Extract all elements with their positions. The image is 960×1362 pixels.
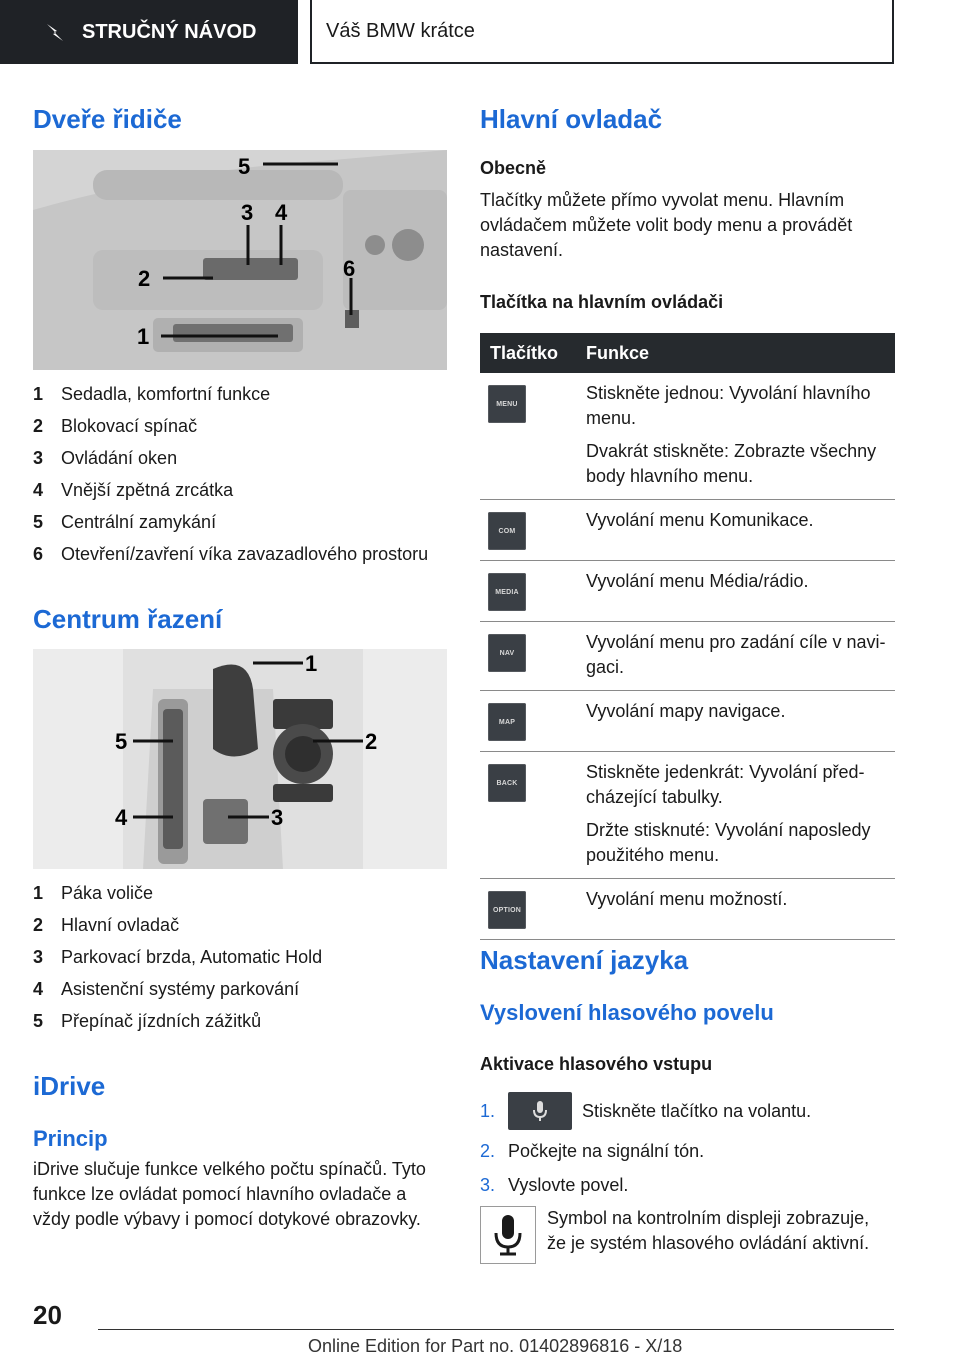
page-number: 20 [33, 1300, 62, 1330]
item-label: Blokovací spínač [61, 416, 198, 436]
item-number: 1 [33, 883, 44, 903]
door-callout-1: 1 [137, 324, 150, 349]
list-item [480, 1134, 900, 1168]
list-item [33, 973, 453, 1005]
header-tab [0, 0, 298, 64]
table-row [480, 879, 895, 940]
list-item [33, 1005, 453, 1037]
console-callout-1: 1 [305, 651, 318, 676]
function-text: Stiskněte jedenkrát: Vyvolání předcházející tabulky. [586, 762, 865, 807]
buttons-table [480, 333, 895, 940]
general-text: Tlačítky můžete přímo vyvolat menu. Hlavním ovládačem můžete volit body menu a provádět nastavení. [480, 190, 853, 260]
step-number: 1. [480, 1100, 496, 1121]
list-item [480, 1168, 900, 1202]
door-callout-3: 3 [241, 200, 254, 225]
step-number: 2. [480, 1140, 496, 1161]
console-callout-5: 5 [115, 729, 128, 754]
door-illustration [33, 150, 447, 370]
door-heading: Dveře řidiče [33, 104, 182, 134]
microphone-icon [480, 1206, 536, 1264]
list-item [33, 877, 453, 909]
table-row [480, 373, 895, 500]
language-heading: Nastavení jazyka [480, 945, 689, 975]
item-label: Ovládání oken [61, 448, 178, 468]
com-button-icon: COM [488, 512, 526, 550]
function-text: Vyvolání mapy navigace. [586, 701, 786, 721]
door-callout-4: 4 [275, 200, 288, 225]
nav-button-icon: NAV [488, 634, 526, 672]
map-button-icon: MAP [488, 703, 526, 741]
function-text: Vyvolání menu Média/rádio. [586, 571, 809, 591]
media-button-icon: MEDIA [488, 573, 526, 611]
door-callout-5: 5 [238, 154, 251, 179]
controller-heading: Hlavní ovladač [480, 104, 663, 134]
item-label: Sedadla, komfortní funkce [61, 384, 271, 404]
table-row [480, 691, 895, 752]
table-row [480, 500, 895, 561]
item-label: Centrální zamykání [61, 512, 217, 532]
item-number: 1 [33, 384, 44, 404]
option-button-icon: OPTION [488, 891, 526, 929]
console-heading: Centrum řazení [33, 604, 223, 634]
item-label: Přepínač jízdních zážitků [61, 1011, 262, 1031]
list-item [33, 410, 453, 442]
console-photo [33, 649, 447, 869]
console-legend [33, 877, 453, 1037]
voice-steps [480, 1088, 900, 1202]
buttons-title: Tlačítka na hlavním ovládači [480, 292, 724, 312]
table-row [480, 561, 895, 622]
flash-icon [44, 21, 66, 43]
step-text: Počkejte na signální tón. [508, 1140, 705, 1161]
activation-title: Aktivace hlasového vstupu [480, 1054, 713, 1074]
console-callout-3: 3 [271, 805, 284, 830]
footer-edition: Online Edition for Part no. 01402896816 - X/18 [308, 1336, 683, 1356]
header-tab-label: STRUČNÝ NÁVOD [82, 20, 257, 43]
item-label: Parkovací brzda, Automatic Hold [61, 947, 323, 967]
item-label: Vnější zpětná zrcátka [61, 480, 234, 500]
item-label: Asistenční systémy parkování [61, 979, 300, 999]
function-text: Držte stisknuté: Vyvolání naposledy použitého menu. [586, 820, 871, 865]
item-number: 2 [33, 416, 44, 436]
step-text: Stiskněte tlačítko na volantu. [582, 1100, 812, 1121]
item-number: 4 [33, 480, 44, 500]
idrive-subheading: Princip [33, 1126, 108, 1151]
item-number: 2 [33, 915, 44, 935]
table-row [480, 622, 895, 691]
idrive-heading: iDrive [33, 1071, 106, 1101]
table-header-button: Tlačítko [480, 333, 586, 373]
back-button-icon: BACK [488, 764, 526, 802]
item-label: Otevření/zavření víka zavazadlového prostoru [61, 544, 429, 564]
item-number: 5 [33, 1011, 44, 1031]
voice-note: Symbol na kontrolním displeji zobrazuje, že je systém hlasového ovládání aktivní. [547, 1208, 870, 1253]
console-illustration [33, 649, 447, 869]
function-text: Vyvolání menu Komunikace. [586, 510, 814, 530]
step-text: Vyslovte povel. [508, 1174, 629, 1195]
general-title: Obecně [480, 158, 547, 178]
list-item [33, 442, 453, 474]
door-legend [33, 378, 453, 570]
function-text: Dvakrát stiskněte: Zobrazte všechny body hlavního menu. [586, 441, 877, 486]
item-number: 3 [33, 947, 44, 967]
list-item [33, 506, 453, 538]
table-row [480, 752, 895, 879]
door-callout-2: 2 [138, 266, 151, 291]
footer-divider [98, 1329, 894, 1330]
table-header-function: Funkce [586, 333, 895, 373]
console-callout-4: 4 [115, 805, 128, 830]
list-item [33, 909, 453, 941]
step-number: 3. [480, 1174, 496, 1195]
list-item [480, 1088, 900, 1134]
voice-button-icon [508, 1092, 572, 1130]
table-header-row [480, 333, 895, 373]
function-text: Vyvolání menu pro zadání cíle v navigaci. [586, 632, 886, 677]
console-callout-2: 2 [365, 729, 378, 754]
item-number: 6 [33, 544, 44, 564]
idrive-text: iDrive slučuje funkce velkého počtu spínačů. Tyto funkce lze ovládat pomocí hlavního ovladače a vždy podle výbavy i pomocí dotykové obrazovky. [33, 1159, 426, 1229]
item-number: 3 [33, 448, 44, 468]
menu-button-icon: MENU [488, 385, 526, 423]
function-text: Stiskněte jednou: Vyvolání hlavního menu. [586, 383, 871, 428]
item-number: 4 [33, 979, 44, 999]
door-photo [33, 150, 447, 370]
function-text: Vyvolání menu možností. [586, 889, 788, 909]
list-item [33, 941, 453, 973]
item-label: Hlavní ovladač [61, 915, 180, 935]
list-item [33, 378, 453, 410]
language-subheading: Vyslovení hlasového povelu [480, 1000, 774, 1025]
list-item [33, 538, 453, 570]
header-title-box [310, 0, 894, 64]
door-callout-6: 6 [343, 256, 356, 281]
list-item [33, 474, 453, 506]
item-number: 5 [33, 512, 44, 532]
item-label: Páka voliče [61, 883, 154, 903]
header-title: Váš BMW krátce [326, 19, 475, 42]
